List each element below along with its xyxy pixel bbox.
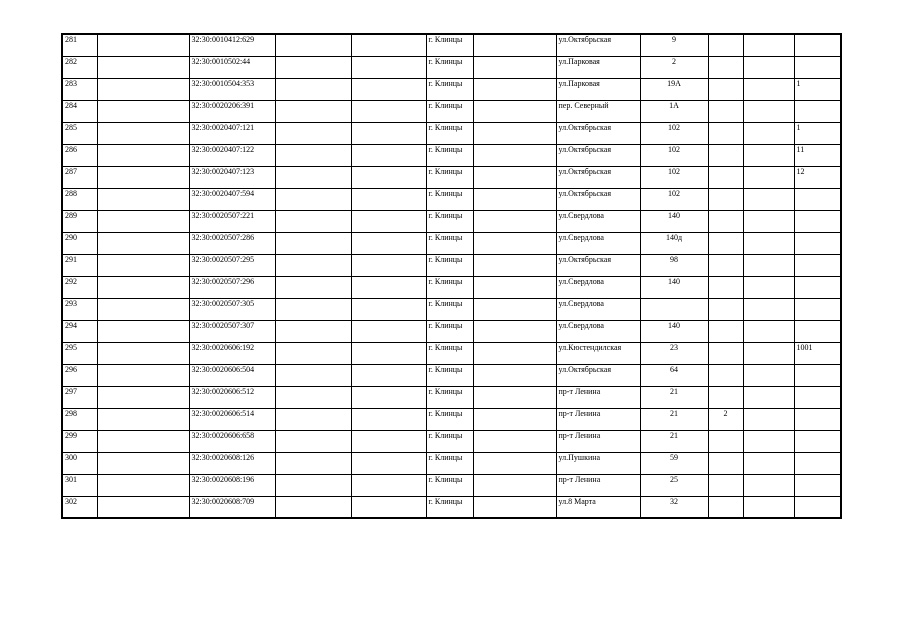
empty-cell (275, 166, 351, 188)
apartment-number-cell (794, 408, 841, 430)
empty-cell (351, 276, 426, 298)
street-cell: ул.Октябрьская (556, 254, 640, 276)
building-number-cell (708, 78, 743, 100)
empty-cell (473, 474, 556, 496)
cadastral-number-cell: 32:30:0020606:658 (189, 430, 275, 452)
empty-cell (351, 342, 426, 364)
street-cell: ул.Октябрьская (556, 166, 640, 188)
empty-cell (473, 408, 556, 430)
house-number-cell: 32 (640, 496, 708, 518)
empty-cell (351, 452, 426, 474)
city-cell: г. Клинцы (426, 56, 473, 78)
cadastral-number-cell: 32:30:0020507:221 (189, 210, 275, 232)
empty-cell (743, 144, 794, 166)
building-number-cell (708, 342, 743, 364)
empty-cell (743, 298, 794, 320)
table-row (62, 254, 841, 276)
apartment-number-cell (794, 254, 841, 276)
empty-cell (275, 232, 351, 254)
empty-cell (97, 320, 189, 342)
street-cell: ул.Кюстендилская (556, 342, 640, 364)
empty-cell (351, 232, 426, 254)
table-row (62, 78, 841, 100)
city-cell: г. Клинцы (426, 232, 473, 254)
city-cell: г. Клинцы (426, 452, 473, 474)
building-number-cell (708, 144, 743, 166)
empty-cell (97, 408, 189, 430)
registry-rows (62, 34, 841, 518)
empty-cell (743, 430, 794, 452)
registry-sheet (61, 33, 840, 519)
apartment-number-cell (794, 496, 841, 518)
building-number-cell: 2 (708, 408, 743, 430)
house-number-cell: 21 (640, 430, 708, 452)
cadastral-number-cell: 32:30:0020407:122 (189, 144, 275, 166)
empty-cell (97, 144, 189, 166)
city-cell: г. Клинцы (426, 122, 473, 144)
empty-cell (351, 298, 426, 320)
city-cell: г. Клинцы (426, 320, 473, 342)
empty-cell (473, 276, 556, 298)
empty-cell (97, 496, 189, 518)
table-row (62, 474, 841, 496)
street-cell: пр-т Ленина (556, 474, 640, 496)
row-number-cell: 301 (62, 474, 97, 496)
apartment-number-cell (794, 386, 841, 408)
row-number-cell: 300 (62, 452, 97, 474)
cadastral-number-cell: 32:30:0020507:295 (189, 254, 275, 276)
empty-cell (275, 452, 351, 474)
empty-cell (473, 386, 556, 408)
apartment-number-cell (794, 56, 841, 78)
empty-cell (473, 320, 556, 342)
table-row (62, 144, 841, 166)
empty-cell (473, 100, 556, 122)
cadastral-number-cell: 32:30:0020608:196 (189, 474, 275, 496)
empty-cell (275, 496, 351, 518)
empty-cell (275, 474, 351, 496)
table-row (62, 166, 841, 188)
apartment-number-cell (794, 188, 841, 210)
apartment-number-cell (794, 34, 841, 56)
empty-cell (351, 474, 426, 496)
building-number-cell (708, 276, 743, 298)
building-number-cell (708, 254, 743, 276)
empty-cell (473, 166, 556, 188)
empty-cell (743, 474, 794, 496)
city-cell: г. Клинцы (426, 254, 473, 276)
apartment-number-cell (794, 232, 841, 254)
table-row (62, 430, 841, 452)
house-number-cell: 9 (640, 34, 708, 56)
row-number-cell: 291 (62, 254, 97, 276)
building-number-cell (708, 320, 743, 342)
city-cell: г. Клинцы (426, 276, 473, 298)
cadastral-number-cell: 32:30:0020606:514 (189, 408, 275, 430)
table-row (62, 496, 841, 518)
house-number-cell: 102 (640, 188, 708, 210)
house-number-cell: 140 (640, 320, 708, 342)
empty-cell (743, 254, 794, 276)
building-number-cell (708, 188, 743, 210)
empty-cell (97, 298, 189, 320)
empty-cell (743, 452, 794, 474)
street-cell: ул.Парковая (556, 56, 640, 78)
apartment-number-cell (794, 364, 841, 386)
empty-cell (351, 210, 426, 232)
street-cell: ул.Октябрьская (556, 144, 640, 166)
empty-cell (275, 100, 351, 122)
empty-cell (351, 430, 426, 452)
building-number-cell (708, 122, 743, 144)
city-cell: г. Клинцы (426, 342, 473, 364)
empty-cell (97, 232, 189, 254)
street-cell: ул.Свердлова (556, 210, 640, 232)
street-cell: ул.Свердлова (556, 276, 640, 298)
empty-cell (97, 210, 189, 232)
cadastral-number-cell: 32:30:0010504:353 (189, 78, 275, 100)
empty-cell (351, 188, 426, 210)
street-cell: ул.Октябрьская (556, 364, 640, 386)
row-number-cell: 293 (62, 298, 97, 320)
empty-cell (743, 34, 794, 56)
empty-cell (351, 166, 426, 188)
table-row (62, 122, 841, 144)
street-cell: ул.Октябрьская (556, 122, 640, 144)
city-cell: г. Клинцы (426, 166, 473, 188)
empty-cell (275, 188, 351, 210)
street-cell: пр-т Ленина (556, 430, 640, 452)
empty-cell (97, 452, 189, 474)
building-number-cell (708, 100, 743, 122)
empty-cell (275, 122, 351, 144)
building-number-cell (708, 210, 743, 232)
cadastral-number-cell: 32:30:0020507:305 (189, 298, 275, 320)
empty-cell (275, 408, 351, 430)
empty-cell (743, 408, 794, 430)
registry-table (61, 33, 842, 519)
city-cell: г. Клинцы (426, 298, 473, 320)
empty-cell (351, 78, 426, 100)
empty-cell (97, 254, 189, 276)
row-number-cell: 294 (62, 320, 97, 342)
empty-cell (743, 188, 794, 210)
row-number-cell: 299 (62, 430, 97, 452)
empty-cell (351, 254, 426, 276)
cadastral-number-cell: 32:30:0010502:44 (189, 56, 275, 78)
empty-cell (275, 254, 351, 276)
city-cell: г. Клинцы (426, 496, 473, 518)
cadastral-number-cell: 32:30:0020407:123 (189, 166, 275, 188)
empty-cell (275, 144, 351, 166)
empty-cell (275, 342, 351, 364)
house-number-cell: 102 (640, 122, 708, 144)
house-number-cell: 25 (640, 474, 708, 496)
cadastral-number-cell: 32:30:0020507:286 (189, 232, 275, 254)
row-number-cell: 282 (62, 56, 97, 78)
table-row (62, 408, 841, 430)
street-cell: пр-т Ленина (556, 408, 640, 430)
empty-cell (351, 144, 426, 166)
building-number-cell (708, 166, 743, 188)
street-cell: ул.8 Марта (556, 496, 640, 518)
apartment-number-cell (794, 430, 841, 452)
empty-cell (743, 210, 794, 232)
house-number-cell: 140 (640, 210, 708, 232)
row-number-cell: 284 (62, 100, 97, 122)
city-cell: г. Клинцы (426, 474, 473, 496)
house-number-cell: 140 (640, 276, 708, 298)
building-number-cell (708, 56, 743, 78)
building-number-cell (708, 430, 743, 452)
empty-cell (743, 78, 794, 100)
empty-cell (351, 100, 426, 122)
empty-cell (97, 122, 189, 144)
empty-cell (473, 364, 556, 386)
table-row (62, 56, 841, 78)
house-number-cell: 64 (640, 364, 708, 386)
empty-cell (743, 276, 794, 298)
cadastral-number-cell: 32:30:0010412:629 (189, 34, 275, 56)
building-number-cell (708, 474, 743, 496)
apartment-number-cell (794, 298, 841, 320)
house-number-cell: 102 (640, 144, 708, 166)
cadastral-number-cell: 32:30:0020507:296 (189, 276, 275, 298)
empty-cell (275, 78, 351, 100)
empty-cell (97, 342, 189, 364)
empty-cell (473, 56, 556, 78)
table-row (62, 210, 841, 232)
empty-cell (473, 342, 556, 364)
street-cell: пер. Северный (556, 100, 640, 122)
empty-cell (743, 100, 794, 122)
row-number-cell: 302 (62, 496, 97, 518)
empty-cell (743, 386, 794, 408)
cadastral-number-cell: 32:30:0020606:504 (189, 364, 275, 386)
empty-cell (275, 34, 351, 56)
cadastral-number-cell: 32:30:0020606:192 (189, 342, 275, 364)
empty-cell (743, 496, 794, 518)
building-number-cell (708, 452, 743, 474)
empty-cell (473, 188, 556, 210)
row-number-cell: 290 (62, 232, 97, 254)
apartment-number-cell (794, 320, 841, 342)
row-number-cell: 288 (62, 188, 97, 210)
empty-cell (473, 298, 556, 320)
empty-cell (351, 56, 426, 78)
building-number-cell (708, 496, 743, 518)
empty-cell (97, 364, 189, 386)
empty-cell (473, 452, 556, 474)
table-row (62, 386, 841, 408)
building-number-cell (708, 364, 743, 386)
empty-cell (275, 386, 351, 408)
empty-cell (473, 144, 556, 166)
empty-cell (97, 100, 189, 122)
empty-cell (97, 166, 189, 188)
apartment-number-cell: 11 (794, 144, 841, 166)
empty-cell (473, 34, 556, 56)
street-cell: ул.Свердлова (556, 298, 640, 320)
empty-cell (743, 122, 794, 144)
empty-cell (351, 496, 426, 518)
empty-cell (351, 364, 426, 386)
apartment-number-cell (794, 452, 841, 474)
table-row (62, 276, 841, 298)
apartment-number-cell: 1001 (794, 342, 841, 364)
empty-cell (97, 56, 189, 78)
table-row (62, 100, 841, 122)
city-cell: г. Клинцы (426, 430, 473, 452)
empty-cell (743, 342, 794, 364)
house-number-cell: 19А (640, 78, 708, 100)
apartment-number-cell (794, 210, 841, 232)
table-row (62, 320, 841, 342)
empty-cell (351, 408, 426, 430)
apartment-number-cell (794, 100, 841, 122)
empty-cell (275, 210, 351, 232)
empty-cell (473, 122, 556, 144)
cadastral-number-cell: 32:30:0020407:121 (189, 122, 275, 144)
empty-cell (743, 364, 794, 386)
house-number-cell: 102 (640, 166, 708, 188)
street-cell: ул.Свердлова (556, 320, 640, 342)
street-cell: ул.Октябрьская (556, 188, 640, 210)
empty-cell (473, 430, 556, 452)
street-cell: ул.Парковая (556, 78, 640, 100)
row-number-cell: 281 (62, 34, 97, 56)
house-number-cell: 21 (640, 386, 708, 408)
empty-cell (275, 430, 351, 452)
row-number-cell: 286 (62, 144, 97, 166)
city-cell: г. Клинцы (426, 408, 473, 430)
table-row (62, 342, 841, 364)
city-cell: г. Клинцы (426, 144, 473, 166)
city-cell: г. Клинцы (426, 100, 473, 122)
empty-cell (351, 386, 426, 408)
empty-cell (97, 78, 189, 100)
house-number-cell: 98 (640, 254, 708, 276)
row-number-cell: 298 (62, 408, 97, 430)
row-number-cell: 295 (62, 342, 97, 364)
empty-cell (351, 320, 426, 342)
city-cell: г. Клинцы (426, 188, 473, 210)
row-number-cell: 283 (62, 78, 97, 100)
street-cell: ул.Свердлова (556, 232, 640, 254)
house-number-cell: 59 (640, 452, 708, 474)
row-number-cell: 297 (62, 386, 97, 408)
empty-cell (275, 56, 351, 78)
table-row (62, 188, 841, 210)
empty-cell (351, 122, 426, 144)
empty-cell (473, 210, 556, 232)
apartment-number-cell: 1 (794, 78, 841, 100)
cadastral-number-cell: 32:30:0020606:512 (189, 386, 275, 408)
apartment-number-cell: 1 (794, 122, 841, 144)
empty-cell (97, 276, 189, 298)
empty-cell (351, 34, 426, 56)
row-number-cell: 296 (62, 364, 97, 386)
city-cell: г. Клинцы (426, 78, 473, 100)
empty-cell (275, 320, 351, 342)
empty-cell (275, 298, 351, 320)
street-cell: ул.Октябрьская (556, 34, 640, 56)
empty-cell (97, 188, 189, 210)
cadastral-number-cell: 32:30:0020608:709 (189, 496, 275, 518)
house-number-cell (640, 298, 708, 320)
empty-cell (97, 430, 189, 452)
apartment-number-cell (794, 276, 841, 298)
street-cell: пр-т Ленина (556, 386, 640, 408)
city-cell: г. Клинцы (426, 210, 473, 232)
empty-cell (473, 78, 556, 100)
street-cell: ул.Пушкина (556, 452, 640, 474)
row-number-cell: 292 (62, 276, 97, 298)
house-number-cell: 140д (640, 232, 708, 254)
city-cell: г. Клинцы (426, 34, 473, 56)
building-number-cell (708, 232, 743, 254)
cadastral-number-cell: 32:30:0020608:126 (189, 452, 275, 474)
row-number-cell: 285 (62, 122, 97, 144)
empty-cell (275, 364, 351, 386)
table-row (62, 298, 841, 320)
empty-cell (473, 496, 556, 518)
table-row (62, 34, 841, 56)
empty-cell (743, 320, 794, 342)
house-number-cell: 1А (640, 100, 708, 122)
empty-cell (97, 34, 189, 56)
empty-cell (97, 474, 189, 496)
building-number-cell (708, 298, 743, 320)
row-number-cell: 289 (62, 210, 97, 232)
empty-cell (275, 276, 351, 298)
city-cell: г. Клинцы (426, 364, 473, 386)
empty-cell (473, 232, 556, 254)
house-number-cell: 21 (640, 408, 708, 430)
table-row (62, 232, 841, 254)
house-number-cell: 2 (640, 56, 708, 78)
city-cell: г. Клинцы (426, 386, 473, 408)
row-number-cell: 287 (62, 166, 97, 188)
empty-cell (743, 166, 794, 188)
apartment-number-cell (794, 474, 841, 496)
empty-cell (473, 254, 556, 276)
table-row (62, 452, 841, 474)
empty-cell (97, 386, 189, 408)
empty-cell (743, 56, 794, 78)
building-number-cell (708, 34, 743, 56)
apartment-number-cell: 12 (794, 166, 841, 188)
cadastral-number-cell: 32:30:0020507:307 (189, 320, 275, 342)
cadastral-number-cell: 32:30:0020407:594 (189, 188, 275, 210)
house-number-cell: 23 (640, 342, 708, 364)
building-number-cell (708, 386, 743, 408)
cadastral-number-cell: 32:30:0020206:391 (189, 100, 275, 122)
empty-cell (743, 232, 794, 254)
table-row (62, 364, 841, 386)
